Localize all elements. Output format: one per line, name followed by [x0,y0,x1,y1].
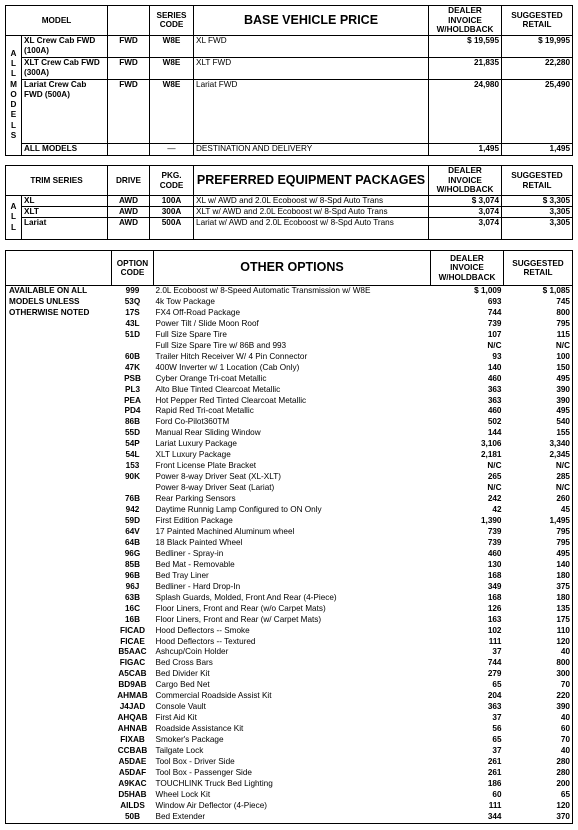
packages-header-row [6,166,573,196]
invoice-cell: 204 [487,691,502,701]
code-cell: W8E [150,79,194,143]
code-cell: — [150,143,194,155]
option-code-cell: PL3 [124,384,141,394]
option-desc-cell: 18 Black Painted Wheel [155,537,243,547]
retail-cell: 390 [556,702,570,712]
invoice-cell: 460 [487,406,502,416]
option-code-cell: PD4 [124,406,141,416]
all-models-vertical-label: A L L M O D E L S [6,35,22,155]
option-desc-cell: Hood Deflectors -- Smoke [155,625,250,635]
option-desc-cell: Splash Guards, Molded, Front And Rear (4-Piece) [155,592,337,602]
invoice-cell: 144 [487,428,502,438]
retail-cell: 375 [556,581,570,591]
desc-cell: XL FWD [194,35,429,57]
option-desc-cell: Ford Co-Pilot360TM [155,417,230,427]
invoice-header: DEALER INVOICE W/HOLDBACK [429,6,502,36]
retail-cell: 495 [556,406,570,416]
retail-cell: N/C [555,483,570,493]
option-desc-cell: Console Vault [155,702,206,712]
invoice-header: DEALER INVOICE W/HOLDBACK [429,166,502,196]
invoice-cell: 261 [487,767,502,777]
invoice-cell: 1,390 [481,516,502,526]
option-desc-cell: Manual Rear Sliding Window [155,428,261,438]
option-desc-cell: Smoker's Package [155,735,224,745]
invoice-cell: 21,835 [429,57,502,79]
invoice-cell: 163 [487,614,502,624]
retail-cell: 40 [560,647,570,657]
option-desc-cell: Bedliner - Hard Drop-In [155,581,241,591]
option-code-cell: 53Q [124,296,141,306]
code-cell: W8E [150,35,194,57]
drive-cell: FWD [108,79,150,143]
option-desc-cell: Hood Deflectors -- Textured [155,636,256,646]
option-code-cell: A9KAC [118,778,147,788]
option-desc-cell: XLT Luxury Package [155,450,231,460]
base-price-title: BASE VEHICLE PRICE [194,6,429,36]
model-header: MODEL [6,6,108,36]
invoice-cell: 93 [492,351,502,361]
invoice-cell: 693 [487,296,502,306]
option-code-cell: 55D [124,428,141,438]
retail-cell: 25,490 [502,79,573,143]
table-row [6,35,573,57]
option-code-cell: 54L [125,450,140,460]
option-code-cell: 64B [124,537,141,547]
option-code-cell: 76B [124,494,141,504]
option-desc-cell: Ashcup/Coin Holder [155,647,229,657]
option-code-cell: FICAD [119,625,145,635]
invoice-cell: 42 [492,505,502,515]
retail-cell: 495 [556,373,570,383]
option-code-cell: A5CAB [118,669,147,679]
option-code-cell: 96J [125,581,140,591]
all-models-label: ALL MODELS [22,143,108,155]
option-desc-cell: Full Size Spare Tire w/ 86B and 993 [155,340,287,350]
invoice-cell: 739 [487,318,502,328]
invoice-cell: 111 [488,800,502,810]
options-header-row [6,251,573,286]
invoice-cell: 242 [487,494,502,504]
option-desc-cell: Bedliner - Spray-in [155,548,224,558]
invoice-cell: 37 [492,713,502,723]
retail-cell: 40 [560,713,570,723]
option-code-cell [112,483,154,494]
option-code-cell: 50B [124,811,141,821]
invoice-cell: 744 [487,307,502,317]
model-cell: XL Crew Cab FWD (100A) [22,35,108,57]
invoice-cell: 24,980 [429,79,502,143]
option-code-cell: AHQAB [117,713,148,723]
invoice-cell: 65 [492,680,502,690]
destination-row [6,143,573,155]
retail-cell: N/C [555,340,570,350]
invoice-cell: 3,106 [481,439,502,449]
option-code-cell: 85B [124,559,141,569]
retail-cell: 220 [556,691,570,701]
option-desc-cell: Power 8-way Driver Seat (Lariat) [155,483,275,493]
invoice-cell: N/C [487,483,502,493]
retail-cell: 2,345 [549,450,570,460]
invoice-header: DEALER INVOICE W/HOLDBACK [431,251,504,286]
model-cell: XLT Crew Cab FWD (300A) [22,57,108,79]
option-desc-cell: Front License Plate Bracket [155,461,257,471]
option-desc-cell: Roadside Assistance Kit [155,724,244,734]
option-code-cell: 47K [124,362,141,372]
option-desc-cell: 400W Inverter w/ 1 Location (Cab Only) [155,362,300,372]
retail-cell: 370 [556,811,570,821]
table-row [6,207,573,218]
invoice-cell: 130 [487,559,502,569]
retail-cell: 745 [556,296,570,306]
invoice-cell: 460 [487,548,502,558]
option-code-cell: 96B [124,570,141,580]
retail-cell: 3,305 [502,218,573,240]
option-code-cell: 59D [124,516,141,526]
table-row [6,57,573,79]
option-desc-cell: TOUCHLINK Truck Bed Lighting [155,778,273,788]
option-desc-cell: Lariat Luxury Package [155,439,237,449]
option-code-cell: 90K [124,472,141,482]
retail-cell: 65 [560,789,570,799]
invoice-cell: 60 [492,789,502,799]
table-row [6,218,573,240]
retail-cell: 3,340 [549,439,570,449]
invoice-cell: 126 [487,603,502,613]
option-code-cell: 60B [124,351,141,361]
invoice-cell: 2,181 [481,450,502,460]
retail-cell: 495 [556,548,570,558]
option-desc-cell: Tailgate Lock [155,746,204,756]
invoice-cell: $ 19,595 [429,35,502,57]
option-code-cell: CCBAB [117,746,148,756]
other-options-title: OTHER OPTIONS [154,251,431,286]
code-cell: 300A [150,207,194,218]
retail-cell: 260 [556,494,570,504]
drive-cell [108,143,150,155]
invoice-cell: 279 [487,669,502,679]
invoice-cell: 363 [487,702,502,712]
desc-cell: Lariat w/ AWD and 2.0L Ecoboost w/ 8-Spd Auto Trans [194,218,429,240]
desc-cell: Lariat FWD [194,79,429,143]
invoice-cell: 107 [487,329,502,339]
drive-cell: AWD [108,218,150,240]
invoice-cell: 739 [487,526,502,536]
retail-cell: 100 [556,351,570,361]
invoice-cell: 56 [492,724,502,734]
option-desc-cell: 4k Tow Package [155,296,215,306]
retail-cell: 795 [556,537,570,547]
retail-cell: 1,495 [502,143,573,155]
retail-cell: 390 [556,384,570,394]
code-cell: W8E [150,57,194,79]
option-desc-cell: Bed Tray Liner [155,570,209,580]
drive-header: DRIVE [108,166,150,196]
desc-cell: XLT w/ AWD and 2.0L Ecoboost w/ 8-Spd Auto Trans [194,207,429,218]
drive-cell: FWD [108,35,150,57]
invoice-cell: 460 [487,373,502,383]
option-code-cell: BD9AB [118,680,147,690]
option-code-cell: 16B [124,614,141,624]
option-code-cell: 43L [125,318,140,328]
retail-cell: 135 [556,603,570,613]
option-desc-cell: Window Air Deflector (4-Piece) [155,800,267,810]
desc-cell: XLT FWD [194,57,429,79]
option-desc-cell: Cyber Orange Tri-coat Metallic [155,373,267,383]
option-desc-cell: Bed Divider Kit [155,669,210,679]
invoice-cell: 344 [487,811,502,821]
option-code-cell: 17S [125,307,140,317]
invoice-cell: 37 [492,647,502,657]
option-desc-cell: Daytime Runnig Lamp Configured to ON Only [155,505,322,515]
option-desc-cell: Trailer Hitch Receiver W/ 4 Pin Connector [155,351,308,361]
option-code-cell: 86B [124,417,141,427]
option-code-cell: 54P [125,439,140,449]
availability-note: AVAILABLE ON ALL MODELS UNLESS OTHERWISE NOTED [9,286,90,317]
option-code-cell: A5DAE [118,756,147,766]
packages-table [5,165,573,240]
option-code-cell: 63B [124,592,141,602]
retail-cell: 300 [556,669,570,679]
retail-cell: 70 [560,680,570,690]
option-desc-cell: Commercial Roadside Assist Kit [155,691,272,701]
option-code-cell: 942 [125,505,140,515]
retail-cell: 3,305 [502,207,573,218]
invoice-cell: 261 [487,756,502,766]
retail-cell: 70 [560,735,570,745]
packages-title: PREFERRED EQUIPMENT PACKAGES [194,166,429,196]
option-desc-cell: Power Tilt / Slide Moon Roof [155,318,259,328]
option-code-cell: 96G [124,548,141,558]
invoice-cell: 363 [487,395,502,405]
desc-cell: XL w/ AWD and 2.0L Ecoboost w/ 8-Spd Auto Trans [194,196,429,207]
series-code-header: SERIES CODE [150,6,194,36]
base-header-row [6,6,573,36]
option-desc-cell: Tool Box - Driver Side [155,756,235,766]
invoice-cell: 186 [487,778,502,788]
retail-cell: 280 [556,756,570,766]
option-desc-cell: Alto Blue Tinted Clearcoat Metallic [155,384,281,394]
retail-cell: 800 [556,658,570,668]
option-code-cell: AHMAB [117,691,148,701]
option-code-cell: 153 [125,461,140,471]
retail-cell: 155 [556,428,570,438]
retail-cell: 60 [560,724,570,734]
retail-header: SUGGESTED RETAIL [502,6,573,36]
option-desc-cell: Bed Extender [155,811,206,821]
option-code-cell: AHNAB [117,724,148,734]
blank-header [6,251,112,286]
retail-cell: 120 [556,800,570,810]
invoice-cell: N/C [487,461,502,471]
invoice-cell: $ 3,074 [429,196,502,207]
invoice-cell: 140 [487,362,502,372]
retail-header: SUGGESTED RETAIL [504,251,573,286]
option-code-cell: PEA [124,395,141,405]
option-desc-cell: Floor Liners, Front and Rear (w/o Carpet Mats) [155,603,326,613]
option-code-cell: 64V [125,526,140,536]
invoice-cell: 3,074 [429,207,502,218]
invoice-cell: 168 [487,592,502,602]
option-code-cell: J4JAD [119,702,146,712]
invoice-cell: 3,074 [429,218,502,240]
option-code-cell: B5AAC [118,647,147,657]
retail-cell: 180 [556,592,570,602]
model-cell: Lariat Crew Cab FWD (500A) [22,79,108,143]
retail-cell: 280 [556,767,570,777]
retail-cell: 540 [556,417,570,427]
table-row [6,79,573,143]
option-desc-cell: Rear Parking Sensors [155,494,236,504]
other-options-table [5,250,573,824]
base-price-table [5,5,573,156]
option-desc-cell: FX4 Off-Road Package [155,307,240,317]
invoice-cell: 739 [487,537,502,547]
pkg-code-header: PKG. CODE [150,166,194,196]
retail-cell: $ 19,995 [502,35,573,57]
option-code-cell: 16C [124,603,141,613]
invoice-cell: 65 [492,735,502,745]
retail-cell: 140 [556,559,570,569]
option-desc-cell: Cargo Bed Net [155,680,210,690]
retail-cell: 175 [556,614,570,624]
drive-cell: AWD [108,207,150,218]
trim-header: TRIM SERIES [6,166,108,196]
retail-cell: 115 [556,329,570,339]
option-code-cell: A5DAF [118,767,147,777]
retail-cell: 200 [556,778,570,788]
option-code-cell: PSB [124,373,141,383]
retail-cell: 22,280 [502,57,573,79]
option-desc-cell: Wheel Lock Kit [155,789,211,799]
option-desc-cell: First Aid Kit [155,713,197,723]
retail-cell: 120 [556,636,570,646]
option-code-header: OPTION CODE [112,251,154,286]
invoice-cell: 1,495 [429,143,502,155]
invoice-cell: 37 [492,746,502,756]
invoice-cell: 102 [487,625,502,635]
option-desc-cell: Power 8-way Driver Seat (XL-XLT) [155,472,281,482]
option-code-cell: FICAE [120,636,145,646]
invoice-cell: 744 [487,658,502,668]
drive-header [108,6,150,36]
option-desc-cell: Rapid Red Tri-coat Metallic [155,406,254,416]
retail-cell: 800 [556,307,570,317]
option-desc-cell: Tool Box - Passenger Side [155,767,252,777]
retail-cell: 150 [556,362,570,372]
invoice-cell: 363 [487,384,502,394]
option-desc-cell: Hot Pepper Red Tinted Clearcoat Metallic [155,395,307,405]
code-cell: 500A [150,218,194,240]
invoice-cell: 168 [487,570,502,580]
retail-cell: 795 [556,526,570,536]
option-code-cell: 999 [125,286,140,295]
option-code-cell: FIXAB [120,735,145,745]
drive-cell: AWD [108,196,150,207]
option-desc-cell: Bed Mat - Removable [155,559,235,569]
destination-label: DESTINATION AND DELIVERY [194,143,429,155]
trim-cell: XLT [22,207,108,218]
retail-cell: N/C [555,461,570,471]
all-vertical-label: A L L [6,196,22,240]
retail-cell: $ 1,085 [542,286,570,295]
option-desc-cell: Full Size Spare Tire [155,329,227,339]
option-desc-cell: Floor Liners, Front and Rear (w/ Carpet Mats) [155,614,322,624]
option-code-cell: 51D [124,329,141,339]
invoice-cell: 111 [488,636,502,646]
option-code-cell: FIGAC [119,658,146,668]
retail-cell: 1,495 [549,516,570,526]
retail-cell: 795 [556,318,570,328]
retail-cell: 40 [560,746,570,756]
retail-cell: 110 [556,625,570,635]
option-code-cell: D5HAB [118,789,147,799]
retail-cell: 390 [556,395,570,405]
retail-cell: 285 [556,472,570,482]
retail-cell: $ 3,305 [502,196,573,207]
invoice-cell: 265 [487,472,502,482]
invoice-cell: 502 [487,417,502,427]
code-cell: 100A [150,196,194,207]
invoice-cell: N/C [487,340,502,350]
option-desc-cell: First Edition Package [155,516,233,526]
drive-cell: FWD [108,57,150,79]
trim-cell: Lariat [22,218,108,240]
table-row [6,286,573,297]
invoice-cell: 349 [487,581,502,591]
option-desc-cell: 17 Painted Machined Aluminum wheel [155,526,295,536]
option-code-cell [112,341,154,352]
retail-cell: 180 [556,570,570,580]
invoice-cell: $ 1,009 [474,286,502,295]
option-code-cell: AILDS [120,800,145,810]
retail-header: SUGGESTED RETAIL [502,166,573,196]
option-desc-cell: 2.0L Ecoboost w/ 8-Speed Automatic Transmission w/ W8E [155,286,371,295]
trim-cell: XL [22,196,108,207]
retail-cell: 45 [560,505,570,515]
option-desc-cell: Bed Cross Bars [155,658,213,668]
table-row [6,196,573,207]
